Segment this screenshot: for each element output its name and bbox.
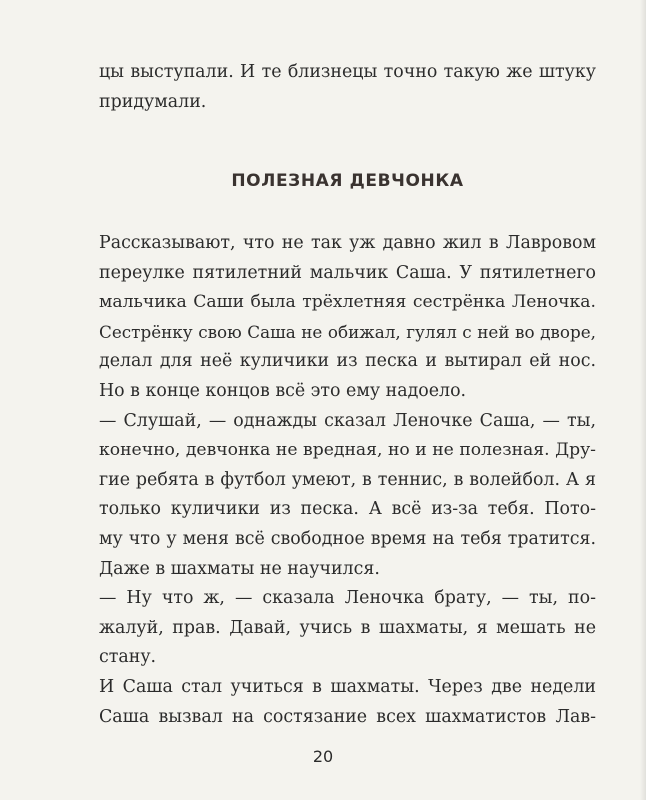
page-edge-shadow (640, 0, 646, 800)
text-line: цы выступали. И те близнецы точно такую же штуку (99, 62, 596, 82)
text-line: только куличики из песка. А всё из-за тебя. Пото- (99, 499, 596, 520)
chapter-title: ПОЛЕЗНАЯ ДЕВЧОНКА (231, 171, 464, 191)
story-text (99, 229, 596, 732)
text-line: — Ну что ж, — сказала Леночка брату, — ты, по- (99, 588, 596, 609)
text-line: — Слушай, — однажды сказал Леночке Саша, — ты, (99, 410, 596, 431)
text-line: Саша вызвал на состязание всех шахматистов Лав- (99, 706, 596, 727)
text-line: мальчика Саши была трёхлетняя сестрёнка Леночка. (99, 292, 596, 313)
intro-paragraph (99, 58, 596, 117)
page-number: 20 (312, 747, 334, 766)
text-line: му что у меня всё свободное время на тебя тратится. (99, 528, 596, 549)
text-line: жалуй, прав. Давай, учись в шахматы, я мешать не (99, 617, 596, 638)
text-line: переулке пятилетний мальчик Саша. У пятилетнего (99, 262, 596, 283)
text-line: придумали. (99, 91, 207, 112)
text-line: конечно, девчонка не вредная, но и не полезная. Дру- (99, 440, 596, 461)
text-line: Сестрёнку свою Саша не обижал, гулял с ней во дворе, (99, 321, 596, 342)
text-line: Но в конце концов всё это ему надоело. (99, 380, 467, 401)
text-line: делал для неё куличики из песка и вытирал ей нос. (99, 351, 596, 372)
text-line: Даже в шахматы не научился. (99, 558, 380, 579)
text-line: И Саша стал учиться в шахматы. Через две недели (99, 676, 596, 697)
text-line: стану. (99, 647, 157, 668)
text-line: Рассказывают, что не так уж давно жил в Лавровом (99, 233, 596, 253)
text-line: гие ребята в футбол умеют, в теннис, в волейбол. А я (99, 469, 596, 490)
